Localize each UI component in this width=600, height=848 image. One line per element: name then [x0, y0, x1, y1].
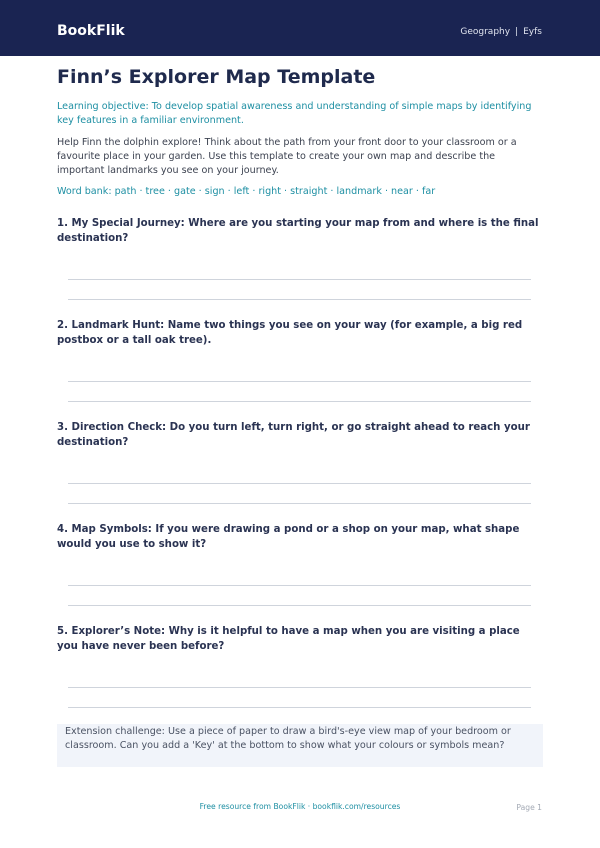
answer-line[interactable]	[68, 401, 531, 402]
page-number: Page 1	[516, 803, 542, 812]
answer-line[interactable]	[68, 605, 531, 606]
question-4: 4. Map Symbols: If you were drawing a pond or a shop on your map, what shape would you use to show it?	[57, 524, 520, 550]
answer-line[interactable]	[68, 503, 531, 504]
brand-logo-text[interactable]: BookFlik	[57, 23, 125, 39]
header-bar	[0, 0, 600, 56]
subject-separator: |	[515, 27, 519, 37]
level-label: Eyfs	[523, 27, 542, 37]
question-3: 3. Direction Check: Do you turn left, turn right, or go straight ahead to reach your destination?	[57, 422, 530, 448]
answer-line[interactable]	[68, 381, 531, 382]
answer-line[interactable]	[68, 279, 531, 280]
answer-line[interactable]	[68, 299, 531, 300]
worksheet-title: Finn’s Explorer Map Template	[57, 66, 376, 88]
question-2: 2. Landmark Hunt: Name two things you see on your way (for example, a big red postbox or a tall oak tree).	[57, 320, 523, 346]
subject-label: Geography	[460, 27, 511, 37]
learning-objective: Learning objective: To develop spatial awareness and understanding of simple maps by identifying key features in a familiar environment.	[57, 101, 532, 126]
answer-line[interactable]	[68, 687, 531, 688]
word-bank: Word bank: path · tree · gate · sign · left · right · straight · landmark · near · far	[57, 186, 436, 197]
question-5: 5. Explorer’s Note: Why is it helpful to have a map when you are visiting a place you have never been before?	[57, 626, 520, 652]
subject-level-label	[460, 27, 542, 37]
extension-challenge-box	[57, 724, 543, 767]
answer-line[interactable]	[68, 707, 531, 708]
intro-text: Help Finn the dolphin explore! Think about the path from your front door to your classroom or a favourite place in your garden. Use this template to create your own map and describe the important landmarks you see on your journey.	[57, 137, 517, 176]
extension-challenge-text: Extension challenge: Use a piece of paper to draw a bird's-eye view map of your bedroom or classroom. Can you add a 'Key' at the bottom to show what your colours or symbols mean?	[65, 726, 511, 751]
question-1: 1. My Special Journey: Where are you starting your map from and where is the final destination?	[57, 218, 539, 244]
answer-line[interactable]	[68, 483, 531, 484]
answer-line[interactable]	[68, 585, 531, 586]
footer-link[interactable]: Free resource from BookFlik · bookflik.com/resources	[199, 802, 401, 811]
